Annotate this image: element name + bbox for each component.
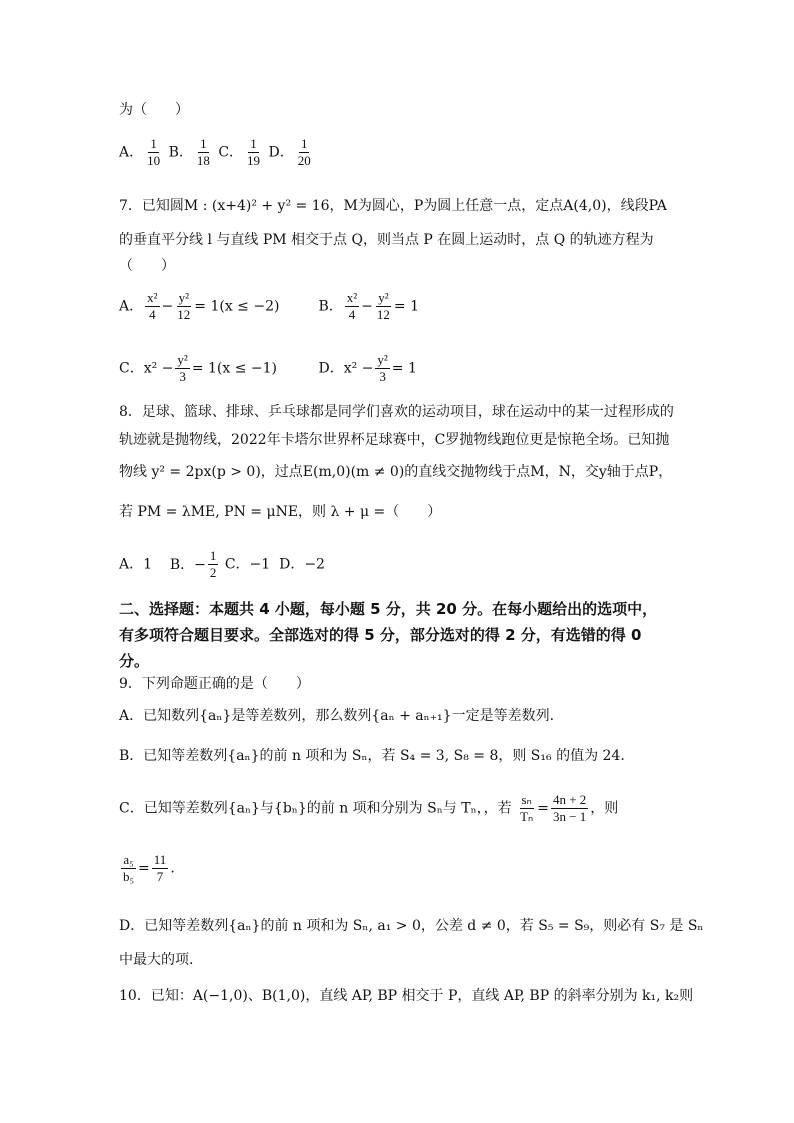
q9-stem: 9．下列命题正确的是（ ） xyxy=(119,676,310,692)
q9-option-d-line1: D．已知等差数列{aₙ}的前 n 项和为 Sₙ, a₁ > 0，公差 d ≠ 0，若 S₅ = S₉，则必有 S₇ 是 Sₙ xyxy=(119,918,704,934)
q8-line2: 轨迹就是抛物线，2022年卡塔尔世界杯足球赛中，C罗抛物线跑位更是惊艳全场。已知抛 xyxy=(119,432,670,448)
section2-header-line2: 有多项符合题目要求。全部选对的得 5 分，部分选对的得 2 分，有选错的得 0 xyxy=(119,626,642,644)
q8-option-b: B．− $\frac{1}{2}$ xyxy=(169,548,217,580)
q6-option-c-label: C． xyxy=(218,144,244,161)
q6-tail: 为（ ） xyxy=(119,102,189,118)
q9-option-c-result: $\frac{\text{a₅}}{\text{b₅}}$ = $\frac{11}{7}$ . xyxy=(123,852,175,884)
q8-option-c: C．−1 xyxy=(224,556,271,573)
q6-options xyxy=(119,136,315,169)
q6-option-a: $\frac{1}{10}$ xyxy=(147,136,161,168)
q8-options xyxy=(119,548,325,581)
q9-option-d-line2: 中最大的项. xyxy=(119,952,194,968)
q7-line3: （ ） xyxy=(119,258,175,274)
q8-line4: 若 PM = λME, PN = μNE，则 λ + μ =（ ） xyxy=(119,504,442,520)
q9-option-a: A．已知数列{aₙ}是等差数列，那么数列{aₙ + aₙ₊₁}一定是等差数列. xyxy=(119,708,555,724)
section2-header-line1: 二、选择题：本题共 4 小题，每小题 5 分，共 20 分。在每小题给出的选项中， xyxy=(119,600,658,618)
q7-option-a: A． $\frac{\text{x²}}{4}$ − $\frac{\text{y²}}{12}$ = 1(x ≤ −2) xyxy=(119,290,280,322)
q7-options-cd xyxy=(119,352,417,385)
q6-option-b: $\frac{1}{18}$ xyxy=(196,136,210,168)
q10-line1: 10．已知：A(−1,0)、B(1,0)，直线 AP, BP 相交于 P，直线 AP, BP 的斜率分别为 k₁, k₂则 xyxy=(119,988,694,1004)
q9-option-c: C．已知等差数列{aₙ}与{bₙ}的前 n 项和分别为 Sₙ与 Tₙ，，若 $\frac{\text{sₙ}}{\text{Tₙ}}$ = $\frac{4n + 2}{3n - 1}$ ，则 xyxy=(119,792,619,824)
q7-option-b: B． $\frac{\text{x²}}{4}$ − $\frac{\text{y²}}{12}$ = 1 xyxy=(318,290,419,322)
q6-option-a-label: A． xyxy=(119,144,144,161)
q6-option-b-label: B． xyxy=(168,144,193,161)
q6-option-d: $\frac{1}{20}$ xyxy=(297,136,311,168)
q8-option-a: A．1 xyxy=(119,556,153,573)
q9-option-b: B．已知等差数列{aₙ}的前 n 项和为 Sₙ，若 S₄ = 3, S₈ = 8，则 S₁₆ 的值为 24. xyxy=(119,748,625,764)
q8-line3: 物线 y² = 2px(p > 0)，过点E(m,0)(m ≠ 0)的直线交抛物线于点M，N，交y轴于点P， xyxy=(119,464,673,480)
q8-option-d: D．−2 xyxy=(279,556,325,573)
q6-option-d-label: D． xyxy=(268,144,294,161)
q8-line1: 8．足球、篮球、排球、乒乓球都是同学们喜欢的运动项目，球在运动中的某一过程形成的 xyxy=(119,404,674,420)
q6-option-c: $\frac{1}{19}$ xyxy=(247,136,261,168)
q7-line2: 的垂直平分线 l 与直线 PM 相交于点 Q，则当点 P 在圆上运动时，点 Q 的轨迹方程为 xyxy=(119,232,654,248)
q7-option-d: D．x² − $\frac{\text{y²}}{3}$ = 1 xyxy=(318,352,417,384)
section2-header-line3: 分。 xyxy=(119,652,150,670)
q7-options-ab xyxy=(119,290,419,323)
q7-option-c: C．x² − $\frac{\text{y²}}{3}$ = 1(x ≤ −1) xyxy=(119,352,278,384)
q7-line1: 7．已知圆M : (x+4)² + y² = 16，M为圆心，P为圆上任意一点，定点A(4,0)，线段PA xyxy=(119,198,667,214)
